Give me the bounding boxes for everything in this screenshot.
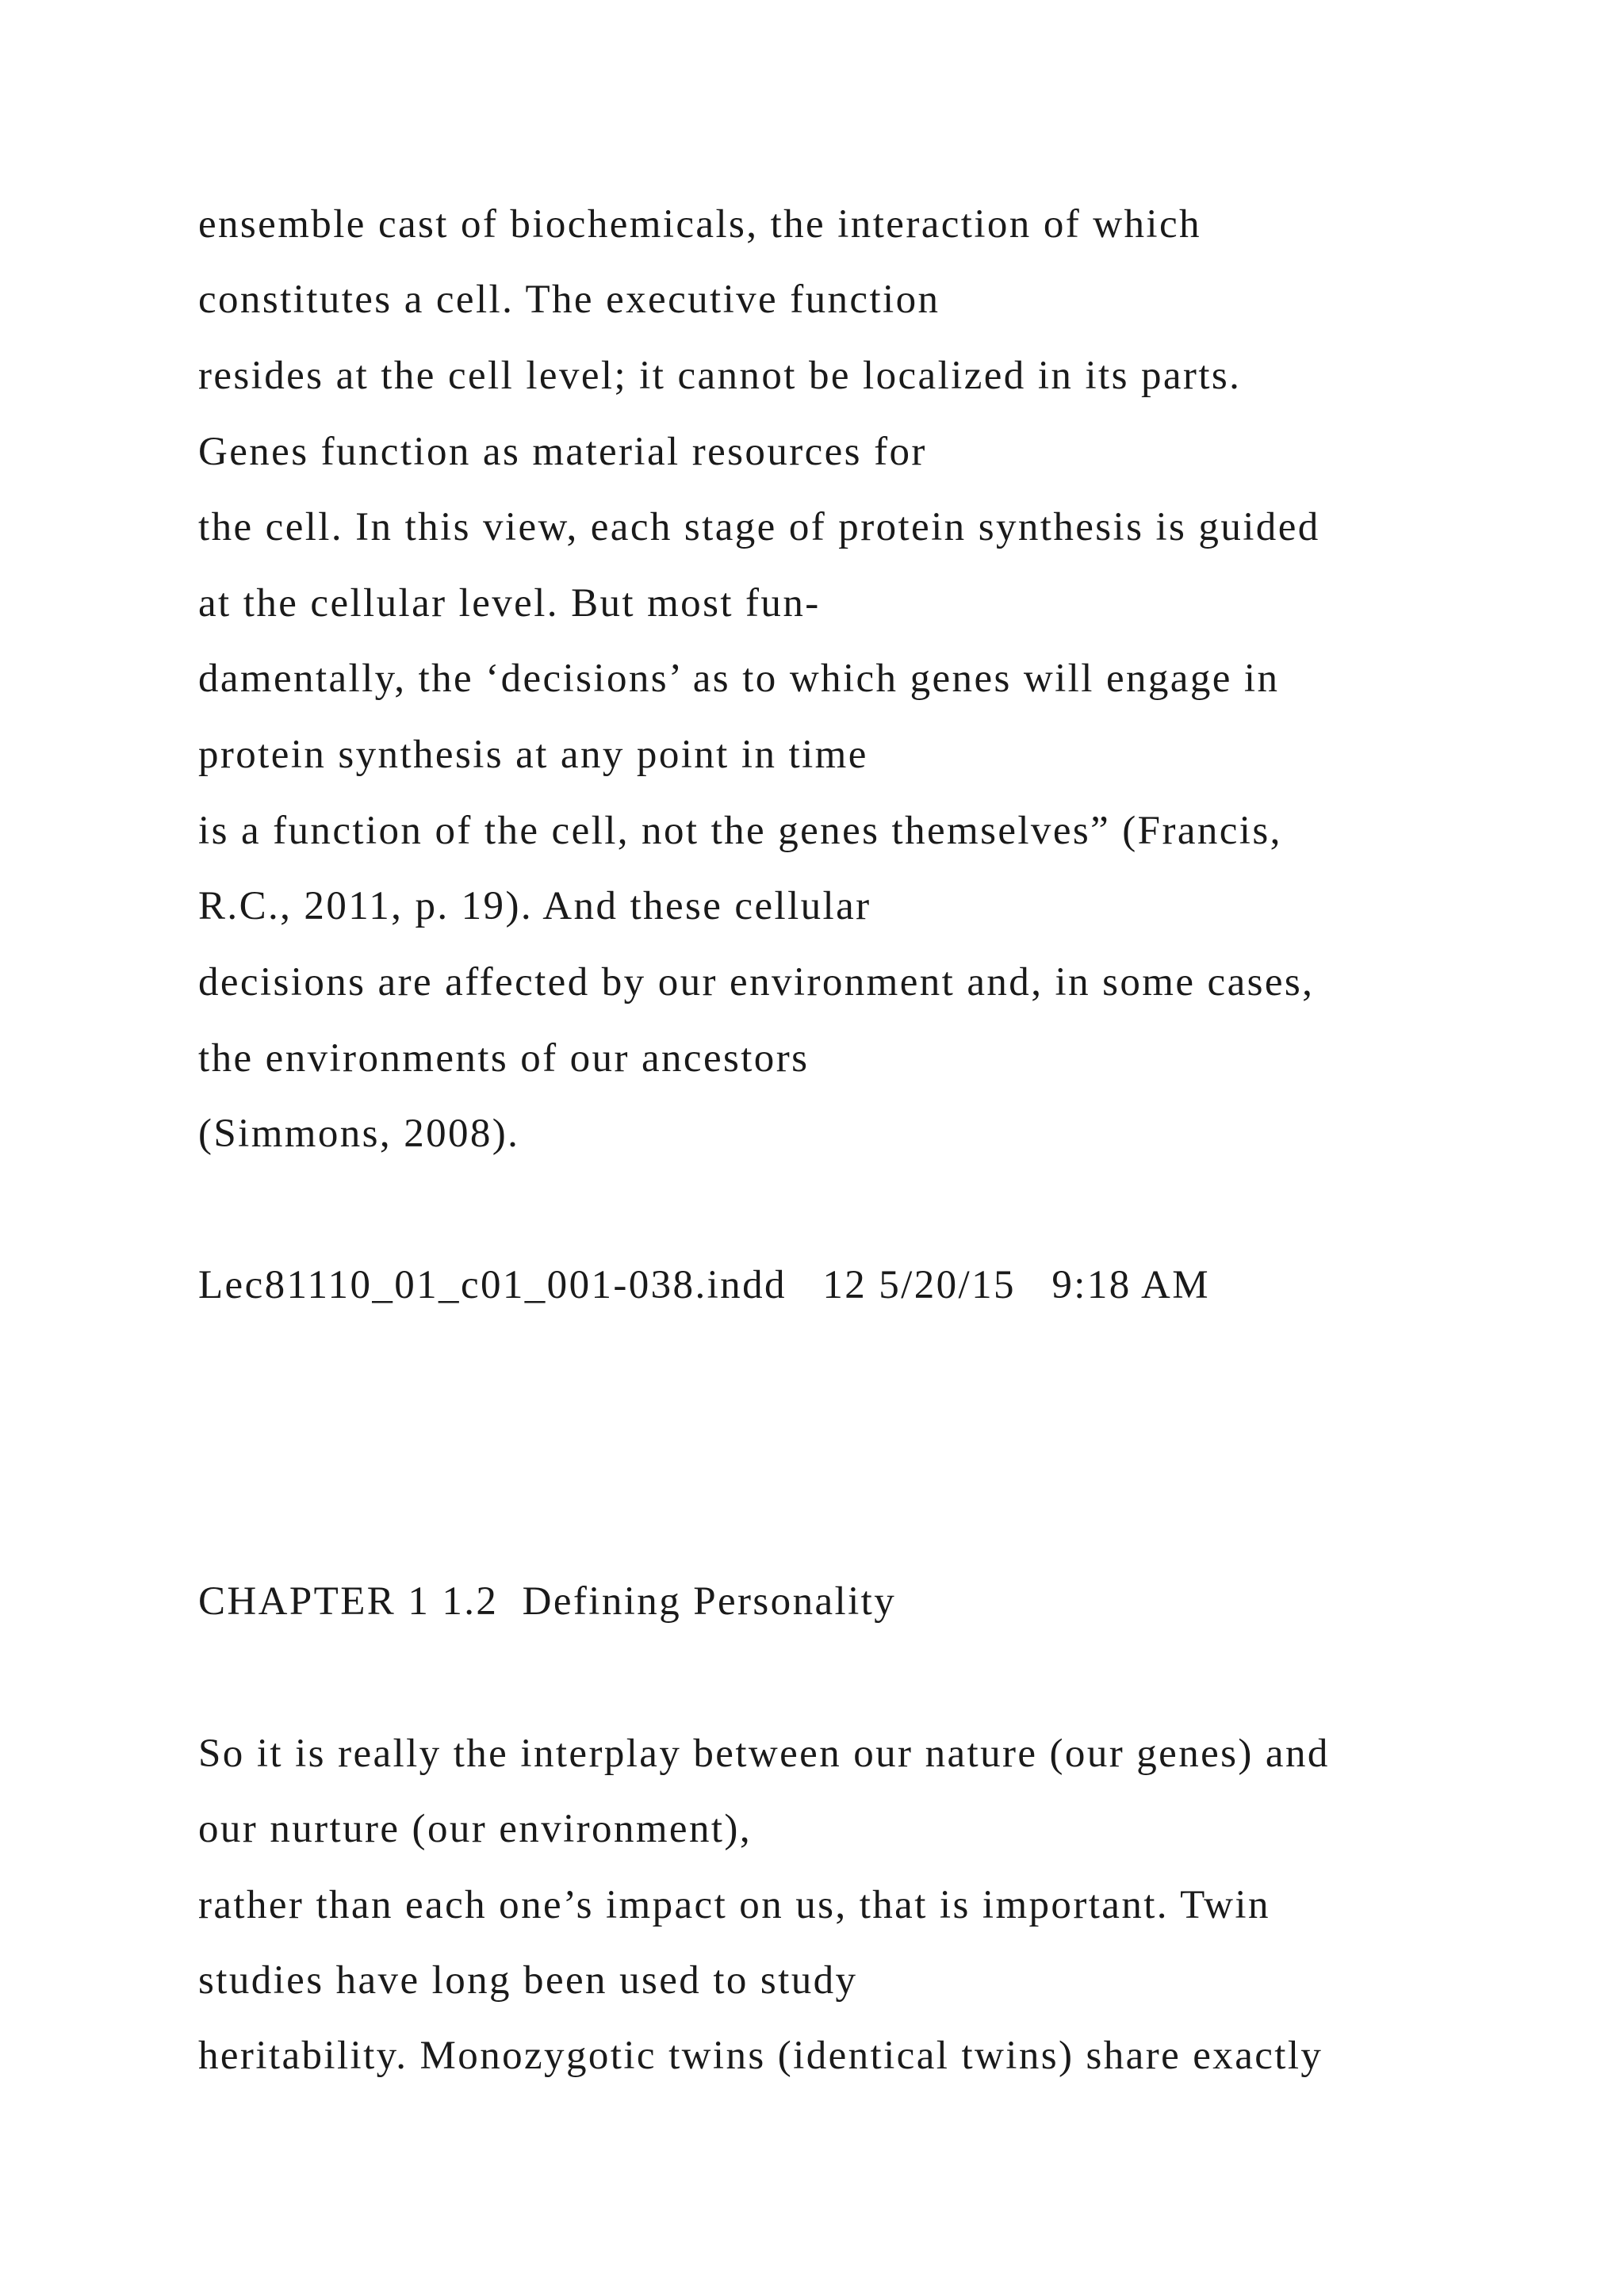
text-line: (Simmons, 2008). [198,1112,520,1156]
text-line: heritability. Monozygotic twins (identical twins) share exactly [198,2034,1323,2078]
text-line: ensemble cast of biochemicals, the interaction of which [198,202,1201,247]
text-line: is a function of the cell, not the genes themselves” (Francis, [198,809,1282,853]
text-line: our nurture (our environment), [198,1807,752,1851]
footer-slug: Lec81110_01_c01_001-038.indd 12 5/20/15 9:18 AM [198,1263,1210,1307]
text-line: Genes function as material resources for [198,430,927,474]
text-line: damentally, the ‘decisions’ as to which genes will engage in [198,656,1280,701]
text-line: protein synthesis at any point in time [198,733,868,777]
text-line: So it is really the interplay between our nature (our genes) and [198,1732,1330,1776]
text-line: studies have long been used to study [198,1958,858,2003]
text-line: the cell. In this view, each stage of protein synthesis is guided [198,505,1320,549]
text-line: R.C., 2011, p. 19). And these cellular [198,884,871,928]
text-line: at the cellular level. But most fun- [198,581,821,626]
text-line: rather than each one’s impact on us, that is important. Twin [198,1883,1270,1927]
text-line: decisions are affected by our environment and, in some cases, [198,960,1315,1004]
text-line: constitutes a cell. The executive function [198,277,940,322]
chapter-header: CHAPTER 1 1.2 Defining Personality [198,1579,897,1624]
text-line: resides at the cell level; it cannot be localized in its parts. [198,354,1242,398]
text-line: the environments of our ancestors [198,1036,810,1081]
